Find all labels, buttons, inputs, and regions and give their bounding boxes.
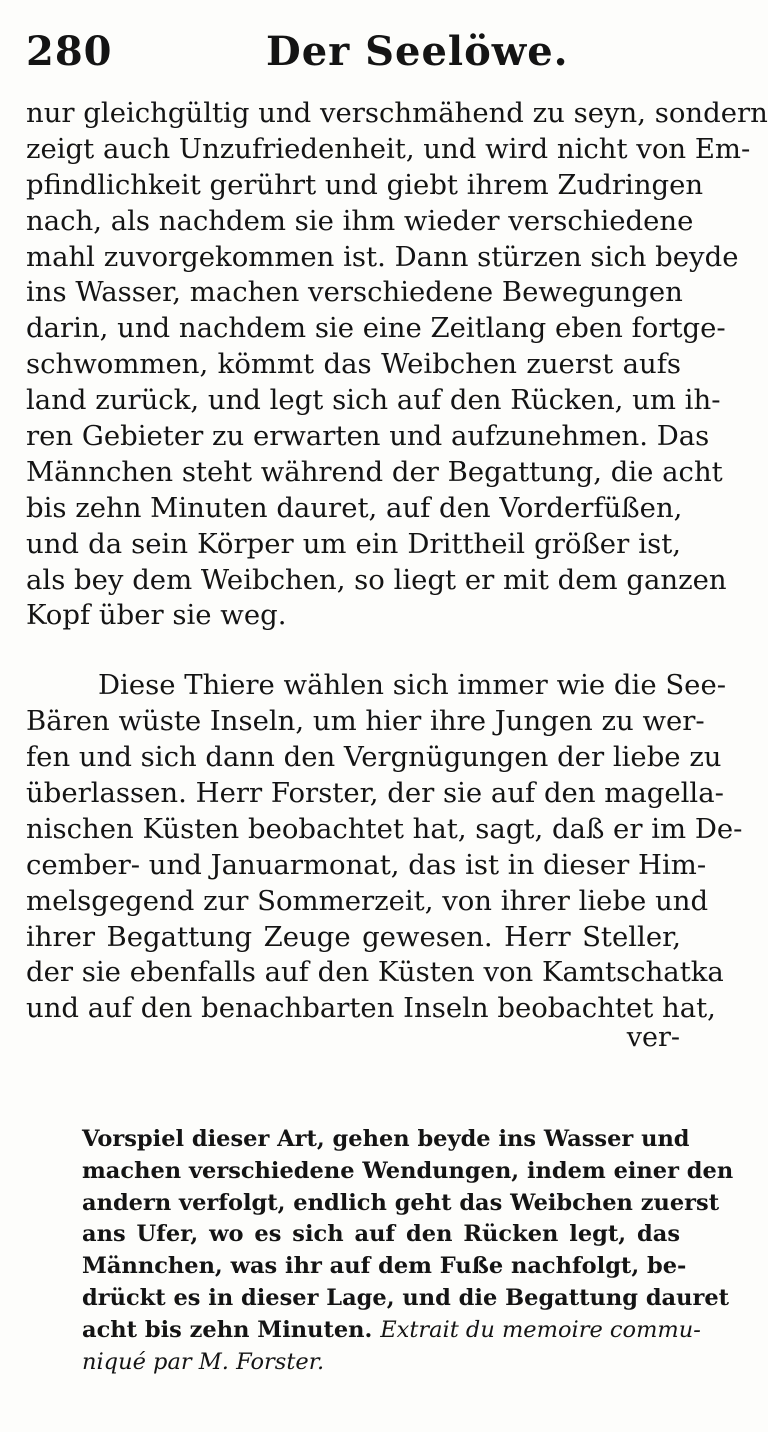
text-line: als bey dem Weibchen, so liegt er mit dem ganzen <box>26 563 727 596</box>
page-header <box>26 28 676 80</box>
text-line: und auf den benachbarten Inseln beobachtet hat, <box>26 992 716 1025</box>
footnote-line: Vorspiel dieser Art, gehen beyde ins Wasser und <box>82 1126 690 1152</box>
footnote-line: drückt es in dieser Lage, und die Begattung dauret <box>82 1284 730 1311</box>
footnote-line: andern verfolgt, endlich geht das Weibchen zuerst <box>82 1189 720 1216</box>
text-line: cember- und Januarmonat, das ist in dieser Him- <box>26 848 707 881</box>
text-line: Diese Thiere wählen sich immer wie die See- <box>98 669 727 702</box>
text-line: schwommen, kömmt das Weibchen zuerst aufs <box>26 348 681 381</box>
text-line: nur gleichgültig und verschmähend zu seyn, sondern <box>26 97 768 129</box>
text-line: der sie ebenfalls auf den Küsten von Kamtschatka <box>26 956 724 989</box>
footnote <box>82 1124 734 1378</box>
text-line: ihrer Begattung Zeuge gewesen. Herr Steller, <box>26 920 681 953</box>
text-line: ins Wasser, machen verschiedene Bewegungen <box>26 276 683 309</box>
text-line: nischen Küsten beobachtet hat, sagt, daß er im De- <box>26 812 743 845</box>
text-line: mahl zuvorgekommen ist. Dann stürzen sich beyde <box>26 240 739 273</box>
text-line: und da sein Körper um ein Drittheil größer ist, <box>26 527 681 560</box>
text-line: Bären wüste Inseln, um hier ihre Jungen zu wer- <box>26 705 705 738</box>
text-line: Männchen steht während der Begattung, die acht <box>26 455 723 488</box>
catchword: ver- <box>626 1022 680 1053</box>
footnote-line: machen verschiedene Wendungen, indem einer den <box>82 1157 734 1184</box>
text-line: ren Gebieter zu erwarten und aufzunehmen. Das <box>26 420 710 453</box>
text-line: pfindlichkeit gerührt und giebt ihrem Zudringen <box>26 168 704 201</box>
main-text <box>26 96 768 1027</box>
text-line: Kopf über sie weg. <box>26 599 287 632</box>
footnote-line: Männchen, was ihr auf dem Fuße nachfolgt, be- <box>82 1253 687 1280</box>
footnote-roman-text: acht bis zehn Minuten. <box>82 1316 373 1343</box>
footnote-source-continuation: niqué par M. Forster. <box>82 1348 325 1375</box>
text-line: land zurück, und legt sich auf den Rücken, um ih- <box>26 384 721 417</box>
running-title: Der Seelöwe. <box>266 28 569 75</box>
text-line: zeigt auch Unzufriedenheit, und wird nicht von Em- <box>26 132 751 165</box>
footnote-source-text: Extrait du memoire commu- <box>380 1316 701 1343</box>
page-number: 280 <box>26 28 113 75</box>
paragraph-gap <box>26 634 681 668</box>
text-line: nach, als nachdem sie ihm wieder verschiedene <box>26 204 694 237</box>
text-line: melsgegend zur Sommerzeit, von ihrer liebe und <box>26 884 709 917</box>
footnote-line <box>82 1315 701 1347</box>
text-line: fen und sich dann den Vergnügungen der liebe zu <box>26 741 722 774</box>
footnote-line: ans Ufer, wo es sich auf den Rücken legt, das <box>82 1221 680 1248</box>
text-line: bis zehn Minuten dauret, auf den Vorderfüßen, <box>26 491 683 524</box>
text-line: darin, und nachdem sie eine Zeitlang eben fortge- <box>26 312 726 345</box>
paragraph-2 <box>26 668 743 1027</box>
paragraph-1 <box>26 96 768 634</box>
footnote-line <box>82 1347 680 1379</box>
text-line: überlassen. Herr Forster, der sie auf den magella- <box>26 777 724 810</box>
